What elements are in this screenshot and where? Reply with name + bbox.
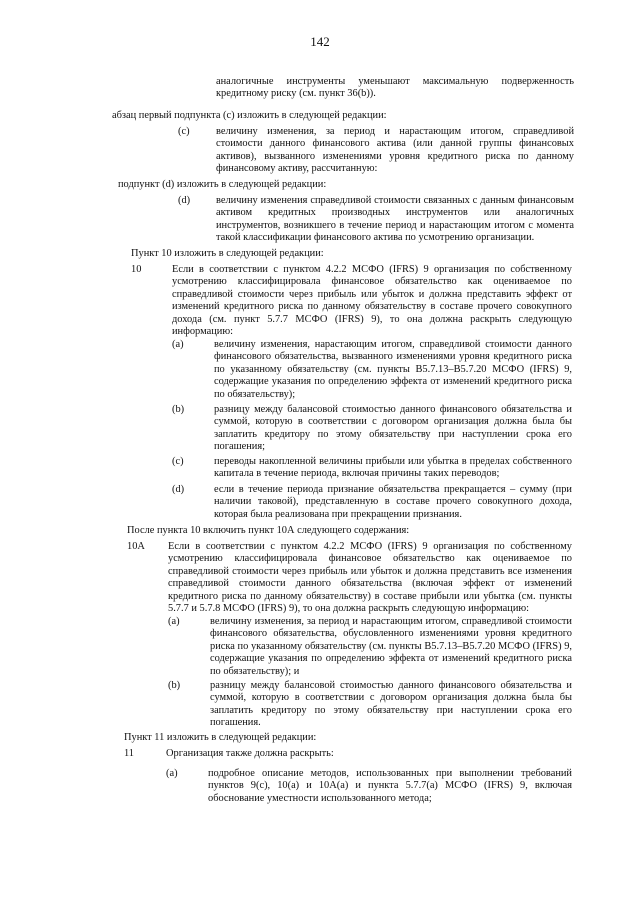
item-text-c: величину изменения, за период и нарастающим итогом, справедливой стоимости данного финансового актива (или данной группы финансовых активов), вызванного изменениями уровня кредитного риска по данному финансовому активу, рассчитанную: [216, 126, 574, 175]
item-text-d: величину изменения справедливой стоимости связанных с данным финансовым активом кредитных производных инструментов или аналогичных инструментов, возникшего в течение период и нарастающим итогом с момента такой классификации финансового актива по усмотрению организации. [216, 195, 574, 244]
paragraph-label-11: 11 [124, 748, 135, 759]
item-text-10Ab: разницу между балансовой стоимостью данного финансового обязательства и суммой, которую в соответствии с договором организация должна была бы заплатить кредитору по этому обязательству при наступлении срока его погашения. [210, 680, 572, 729]
page-number: 142 [310, 34, 330, 49]
item-label-d: (d) [178, 195, 191, 206]
paragraph-text-11: Организация также должна раскрыть: [166, 748, 334, 759]
item-label-10a: (a) [172, 339, 184, 350]
instruction-4: После пункта 10 включить пункт 10А следующего содержания: [127, 525, 410, 536]
item-label-10d: (d) [172, 484, 185, 495]
instruction-2: подпункт (d) изложить в следующей редакции: [118, 179, 327, 190]
fragment-top: аналогичные инструменты уменьшают максимальную подверженность кредитному риску (см. пункт 36(b)). [216, 76, 574, 100]
paragraph-text-10: Если в соответствии с пунктом 4.2.2 МСФО (IFRS) 9 организация по собственному усмотрению классифицировала финансовое обязательство как оцениваемое по справедливой стоимости через прибыль или убыток и должна представить эффект от изменений кредитного риска по данному обязательству в составе прочего совокупного дохода (см. пункт 5.7.7 МСФО (IFRS) 9), то она должна раскрыть следующую информацию: [172, 264, 572, 338]
paragraph-label-10: 10 [131, 264, 142, 275]
paragraph-text-10A: Если в соответствии с пунктом 4.2.2 МСФО (IFRS) 9 организация по собственному усмотрению классифицировала финансовое обязательство как оцениваемое по справедливой стоимости через прибыль или убыток и должна представить все изменения справедливой стоимости данного обязательства (включая эффект от изменений кредитного риска по данному обязательству) в составе прибыли или убытка (см. пункты 5.7.7 и 5.7.8 МСФО (IFRS) 9), то она должна раскрыть следующую информацию: [168, 541, 572, 615]
item-text-10Aa: величину изменения, за период и нарастающим итогом, справедливой стоимости финансового обязательства, обусловленного изменениями уровня кредитного риска по указанному обязательству (см. пункты В5.7.13–В5.7.20 МСФО (IFRS) 9, содержащие указания по определению эффекта от изменений кредитного риска по обязательству); и [210, 616, 572, 677]
instruction-1: абзац первый подпункта (с) изложить в следующей редакции: [112, 110, 387, 121]
item-text-11a: подробное описание методов, использованных при выполнении требований пунктов 9(с), 10(а) и 10А(а) и пункта 5.7.7(а) МСФО (IFRS) 9, включая обоснование уместности использованного метода; [208, 768, 572, 804]
item-text-10c: переводы накопленной величины прибыли или убытка в пределах собственного капитала в течение периода, включая причины таких переводов; [214, 456, 572, 480]
item-label-10b: (b) [172, 404, 185, 415]
item-text-10d: если в течение периода признание обязательства прекращается – сумму (при наличии таковой), представленную в составе прочего совокупного дохода, которая была реализована при прекращении признания. [214, 484, 572, 520]
instruction-3: Пункт 10 изложить в следующей редакции: [131, 248, 324, 259]
paragraph-label-10A: 10А [127, 541, 145, 552]
instruction-5: Пункт 11 изложить в следующей редакции: [124, 732, 317, 743]
item-label-10Aa: (a) [168, 616, 180, 627]
item-text-10a: величину изменения, нарастающим итогом, справедливой стоимости данного финансового обязательства, вызванного изменениями уровня кредитного риска по указанному обязательству (см. пункты В5.7.13–В5.7.20 МСФО (IFRS) 9, содержащие указания по определению эффекта от изменений кредитного риска по обязательству); [214, 339, 572, 400]
item-label-10c: (c) [172, 456, 184, 467]
item-text-10b: разницу между балансовой стоимостью данного финансового обязательства и суммой, которую в соответствии с договором организация должна была бы заплатить кредитору по этому обязательству при наступлении срока его погашения; [214, 404, 572, 453]
item-label-11a: (a) [166, 768, 178, 779]
item-label-10Ab: (b) [168, 680, 181, 691]
item-label-c: (с) [178, 126, 190, 137]
